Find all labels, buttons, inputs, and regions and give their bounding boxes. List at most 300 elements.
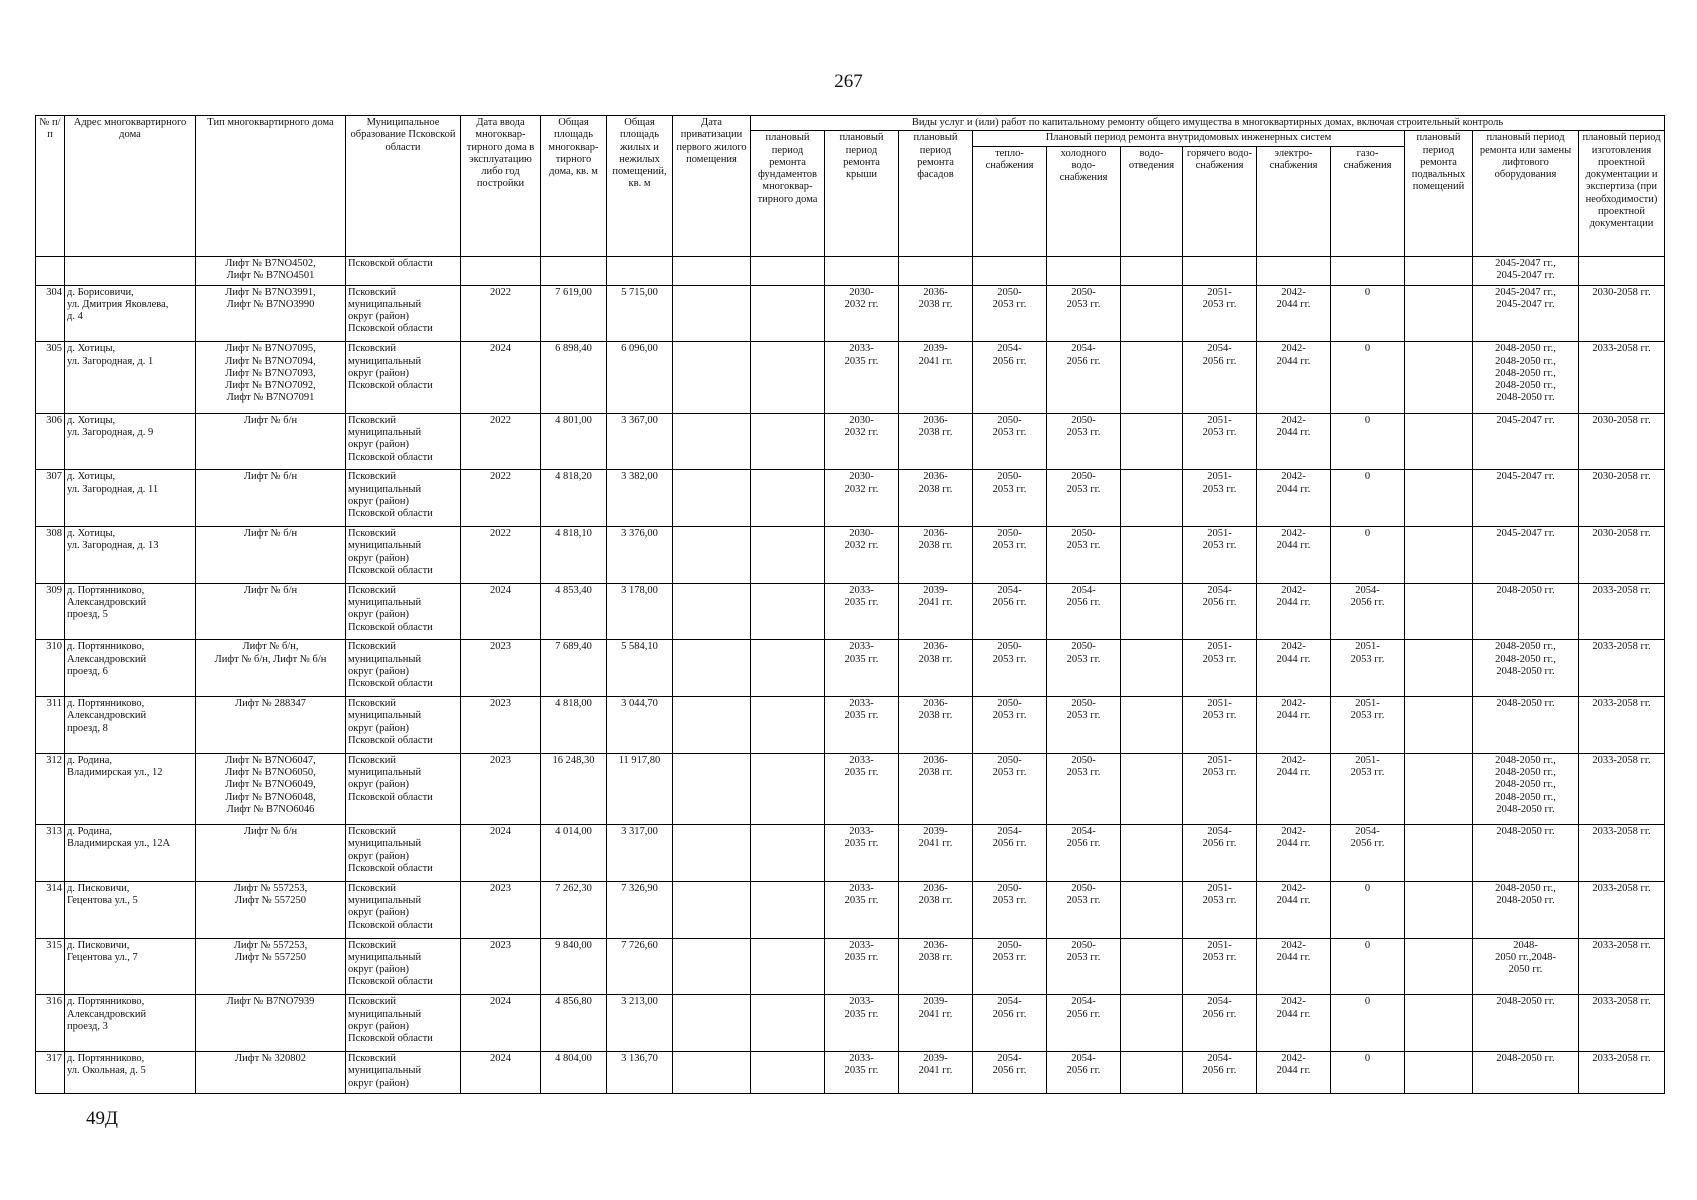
cell-drainage xyxy=(1121,881,1183,938)
cell-cold-water: 2050- 2053 гг. xyxy=(1047,881,1121,938)
cell-address: д. Писковичи, Гецентова ул., 7 xyxy=(65,938,196,995)
cell-hot-water: 2051- 2053 гг. xyxy=(1183,527,1257,584)
cell-hot-water: 2054- 2056 гг. xyxy=(1183,825,1257,882)
cell-facade: 2039- 2041 гг. xyxy=(899,342,973,413)
cell-year: 2022 xyxy=(461,413,541,470)
cell-heat: 2050- 2053 гг. xyxy=(973,938,1047,995)
cell-municipality: Псковский муниципальный округ (район) Псковской области xyxy=(346,753,461,824)
cell-basement xyxy=(1405,1051,1473,1093)
cell-foundation xyxy=(751,753,825,824)
cell-num: 310 xyxy=(36,640,65,697)
cell-facade xyxy=(899,256,973,285)
cell-foundation xyxy=(751,938,825,995)
cell-electric: 2042- 2044 гг. xyxy=(1257,285,1331,342)
table-row xyxy=(36,470,1665,527)
cell-num: 304 xyxy=(36,285,65,342)
cell-privatization xyxy=(673,825,751,882)
cell-hot-water: 2054- 2056 гг. xyxy=(1183,342,1257,413)
cell-drainage xyxy=(1121,938,1183,995)
cell-electric: 2042- 2044 гг. xyxy=(1257,583,1331,640)
cell-gas: 0 xyxy=(1331,995,1405,1052)
cell-basement xyxy=(1405,825,1473,882)
header-basement: плановый период ремонта подвальных помещений xyxy=(1405,131,1473,256)
cell-electric: 2042- 2044 гг. xyxy=(1257,527,1331,584)
cell-heat: 2050- 2053 гг. xyxy=(973,697,1047,754)
header-works-group: Виды услуг и (или) работ по капитальному ремонту общего имущества в многоквартирных домах, включая строительный контроль xyxy=(751,116,1665,131)
header-privatization-date: Дата приватизации первого жилого помещения xyxy=(673,116,751,257)
cell-design: 2033-2058 гг. xyxy=(1579,697,1665,754)
header-municipality: Муниципальное образование Псковской области xyxy=(346,116,461,257)
cell-facade: 2036- 2038 гг. xyxy=(899,470,973,527)
cell-year: 2024 xyxy=(461,1051,541,1093)
cell-hot-water: 2051- 2053 гг. xyxy=(1183,697,1257,754)
cell-year: 2022 xyxy=(461,527,541,584)
cell-living-area: 6 096,00 xyxy=(607,342,673,413)
cell-heat xyxy=(973,256,1047,285)
cell-year: 2023 xyxy=(461,697,541,754)
cell-design: 2033-2058 гг. xyxy=(1579,825,1665,882)
cell-num: 313 xyxy=(36,825,65,882)
cell-elevator: 2045-2047 гг., 2045-2047 гг. xyxy=(1473,256,1579,285)
header-address: Адрес многоквартирного дома xyxy=(65,116,196,257)
cell-num: 312 xyxy=(36,753,65,824)
cell-cold-water: 2050- 2053 гг. xyxy=(1047,413,1121,470)
cell-heat: 2050- 2053 гг. xyxy=(973,881,1047,938)
cell-electric: 2042- 2044 гг. xyxy=(1257,697,1331,754)
cell-design: 2033-2058 гг. xyxy=(1579,938,1665,995)
cell-heat: 2050- 2053 гг. xyxy=(973,753,1047,824)
cell-drainage xyxy=(1121,256,1183,285)
cell-drainage xyxy=(1121,285,1183,342)
cell-elevator: 2048-2050 гг., 2048-2050 гг., 2048-2050 гг., 2048-2050 гг., 2048-2050 гг. xyxy=(1473,753,1579,824)
cell-municipality: Псковский муниципальный округ (район) Псковской области xyxy=(346,938,461,995)
cell-basement xyxy=(1405,640,1473,697)
cell-privatization xyxy=(673,583,751,640)
table-row xyxy=(36,413,1665,470)
table-row xyxy=(36,527,1665,584)
cell-facade: 2036- 2038 гг. xyxy=(899,753,973,824)
header-design-docs: плановый период изготовления проектной документации и экспертиза (при необходимости) проектной документации xyxy=(1579,131,1665,256)
cell-design xyxy=(1579,256,1665,285)
cell-foundation xyxy=(751,825,825,882)
cell-num: 314 xyxy=(36,881,65,938)
cell-municipality: Псковский муниципальный округ (район) Псковской области xyxy=(346,342,461,413)
header-foundation: плановый период ремонта фундаментов многоквар-тирного дома xyxy=(751,131,825,256)
cell-heat: 2050- 2053 гг. xyxy=(973,413,1047,470)
cell-address: д. Портянниково, ул. Окольная, д. 5 xyxy=(65,1051,196,1093)
cell-drainage xyxy=(1121,995,1183,1052)
cell-foundation xyxy=(751,881,825,938)
cell-roof: 2030- 2032 гг. xyxy=(825,470,899,527)
cell-foundation xyxy=(751,995,825,1052)
header-gas: газо-снабжения xyxy=(1331,146,1405,256)
cell-type: Лифт № B7NO3991, Лифт № B7NO3990 xyxy=(196,285,346,342)
cell-hot-water: 2051- 2053 гг. xyxy=(1183,938,1257,995)
header-total-area: Общая площадь многоквар-тирного дома, кв. м xyxy=(541,116,607,257)
cell-address: д. Хотицы, ул. Загородная, д. 1 xyxy=(65,342,196,413)
cell-municipality: Псковской области xyxy=(346,256,461,285)
cell-type: Лифт № B7NO4502, Лифт № B7NO4501 xyxy=(196,256,346,285)
cell-year: 2023 xyxy=(461,753,541,824)
cell-total-area: 4 818,00 xyxy=(541,697,607,754)
cell-gas: 0 xyxy=(1331,342,1405,413)
cell-facade: 2036- 2038 гг. xyxy=(899,285,973,342)
cell-type: Лифт № 320802 xyxy=(196,1051,346,1093)
cell-roof xyxy=(825,256,899,285)
cell-roof: 2033- 2035 гг. xyxy=(825,342,899,413)
cell-electric: 2042- 2044 гг. xyxy=(1257,342,1331,413)
cell-living-area: 3 382,00 xyxy=(607,470,673,527)
cell-gas xyxy=(1331,256,1405,285)
cell-facade: 2036- 2038 гг. xyxy=(899,697,973,754)
cell-drainage xyxy=(1121,753,1183,824)
cell-design: 2033-2058 гг. xyxy=(1579,753,1665,824)
cell-privatization xyxy=(673,1051,751,1093)
cell-electric: 2042- 2044 гг. xyxy=(1257,825,1331,882)
table-row xyxy=(36,583,1665,640)
cell-foundation xyxy=(751,413,825,470)
cell-electric: 2042- 2044 гг. xyxy=(1257,470,1331,527)
cell-design: 2033-2058 гг. xyxy=(1579,640,1665,697)
cell-total-area: 7 619,00 xyxy=(541,285,607,342)
cell-total-area: 4 818,20 xyxy=(541,470,607,527)
cell-drainage xyxy=(1121,640,1183,697)
cell-design: 2033-2058 гг. xyxy=(1579,995,1665,1052)
cell-year: 2022 xyxy=(461,285,541,342)
cell-electric: 2042- 2044 гг. xyxy=(1257,881,1331,938)
cell-facade: 2036- 2038 гг. xyxy=(899,938,973,995)
cell-total-area: 6 898,40 xyxy=(541,342,607,413)
cell-municipality: Псковский муниципальный округ (район) Псковской области xyxy=(346,527,461,584)
cell-gas: 0 xyxy=(1331,938,1405,995)
cell-address: д. Хотицы, ул. Загородная, д. 13 xyxy=(65,527,196,584)
cell-cold-water: 2054- 2056 гг. xyxy=(1047,342,1121,413)
cell-cold-water: 2054- 2056 гг. xyxy=(1047,995,1121,1052)
cell-living-area: 5 715,00 xyxy=(607,285,673,342)
cell-total-area: 7 262,30 xyxy=(541,881,607,938)
cell-facade: 2036- 2038 гг. xyxy=(899,640,973,697)
cell-living-area: 11 917,80 xyxy=(607,753,673,824)
cell-address: д. Портянниково, Александровский проезд, 8 xyxy=(65,697,196,754)
cell-living-area: 7 726,60 xyxy=(607,938,673,995)
cell-design: 2030-2058 гг. xyxy=(1579,285,1665,342)
cell-basement xyxy=(1405,995,1473,1052)
cell-foundation xyxy=(751,470,825,527)
cell-living-area: 7 326,90 xyxy=(607,881,673,938)
cell-type: Лифт № 288347 xyxy=(196,697,346,754)
cell-roof: 2033- 2035 гг. xyxy=(825,881,899,938)
cell-drainage xyxy=(1121,825,1183,882)
cell-gas: 2051- 2053 гг. xyxy=(1331,640,1405,697)
cell-municipality: Псковский муниципальный округ (район) Псковской области xyxy=(346,285,461,342)
cell-foundation xyxy=(751,342,825,413)
cell-total-area: 7 689,40 xyxy=(541,640,607,697)
cell-gas: 2054- 2056 гг. xyxy=(1331,825,1405,882)
cell-basement xyxy=(1405,342,1473,413)
cell-heat: 2050- 2053 гг. xyxy=(973,285,1047,342)
header-cold-water: холодного водо-снабжения xyxy=(1047,146,1121,256)
cell-roof: 2033- 2035 гг. xyxy=(825,1051,899,1093)
cell-roof: 2030- 2032 гг. xyxy=(825,285,899,342)
cell-privatization xyxy=(673,256,751,285)
cell-gas: 2051- 2053 гг. xyxy=(1331,753,1405,824)
cell-roof: 2033- 2035 гг. xyxy=(825,753,899,824)
cell-foundation xyxy=(751,285,825,342)
cell-hot-water: 2051- 2053 гг. xyxy=(1183,285,1257,342)
cell-drainage xyxy=(1121,697,1183,754)
cell-hot-water: 2054- 2056 гг. xyxy=(1183,995,1257,1052)
cell-total-area: 4 801,00 xyxy=(541,413,607,470)
cell-elevator: 2045-2047 гг., 2045-2047 гг. xyxy=(1473,285,1579,342)
cell-cold-water: 2050- 2053 гг. xyxy=(1047,527,1121,584)
cell-roof: 2033- 2035 гг. xyxy=(825,640,899,697)
header-electric: электро-снабжения xyxy=(1257,146,1331,256)
cell-num: 317 xyxy=(36,1051,65,1093)
cell-municipality: Псковский муниципальный округ (район) Псковской области xyxy=(346,583,461,640)
cell-privatization xyxy=(673,470,751,527)
cell-type: Лифт № 557253, Лифт № 557250 xyxy=(196,938,346,995)
cell-basement xyxy=(1405,256,1473,285)
cell-heat: 2050- 2053 гг. xyxy=(973,640,1047,697)
cell-drainage xyxy=(1121,342,1183,413)
table-row xyxy=(36,995,1665,1052)
capital-repair-table xyxy=(35,115,1665,1094)
cell-privatization xyxy=(673,753,751,824)
table-row xyxy=(36,825,1665,882)
cell-cold-water: 2054- 2056 гг. xyxy=(1047,825,1121,882)
cell-basement xyxy=(1405,527,1473,584)
cell-electric: 2042- 2044 гг. xyxy=(1257,413,1331,470)
cell-total-area: 4 818,10 xyxy=(541,527,607,584)
cell-address: д. Писковичи, Гецентова ул., 5 xyxy=(65,881,196,938)
cell-roof: 2033- 2035 гг. xyxy=(825,825,899,882)
cell-hot-water: 2054- 2056 гг. xyxy=(1183,583,1257,640)
cell-total-area: 4 804,00 xyxy=(541,1051,607,1093)
table-row xyxy=(36,640,1665,697)
cell-roof: 2033- 2035 гг. xyxy=(825,995,899,1052)
cell-num: 311 xyxy=(36,697,65,754)
cell-facade: 2039- 2041 гг. xyxy=(899,825,973,882)
cell-design: 2033-2058 гг. xyxy=(1579,583,1665,640)
cell-privatization xyxy=(673,527,751,584)
cell-gas: 2054- 2056 гг. xyxy=(1331,583,1405,640)
cell-living-area xyxy=(607,256,673,285)
cell-facade: 2039- 2041 гг. xyxy=(899,1051,973,1093)
table-row xyxy=(36,342,1665,413)
cell-municipality: Псковский муниципальный округ (район) xyxy=(346,1051,461,1093)
cell-basement xyxy=(1405,881,1473,938)
header-commission-date: Дата ввода многоквар-тирного дома в эксплуатацию либо год постройки xyxy=(461,116,541,257)
cell-elevator: 2048- 2050 гг.,2048- 2050 гг. xyxy=(1473,938,1579,995)
cell-roof: 2033- 2035 гг. xyxy=(825,583,899,640)
header-engineering-group: Плановый период ремонта внутридомовых инженерных систем xyxy=(973,131,1405,146)
cell-electric: 2042- 2044 гг. xyxy=(1257,640,1331,697)
cell-drainage xyxy=(1121,470,1183,527)
cell-hot-water: 2051- 2053 гг. xyxy=(1183,413,1257,470)
cell-roof: 2033- 2035 гг. xyxy=(825,697,899,754)
cell-foundation xyxy=(751,1051,825,1093)
cell-cold-water: 2050- 2053 гг. xyxy=(1047,470,1121,527)
cell-foundation xyxy=(751,583,825,640)
cell-elevator: 2048-2050 гг. xyxy=(1473,825,1579,882)
header-facade: плановый период ремонта фасадов xyxy=(899,131,973,256)
cell-electric: 2042- 2044 гг. xyxy=(1257,995,1331,1052)
cell-address: д. Хотицы, ул. Загородная, д. 9 xyxy=(65,413,196,470)
header-drainage: водо-отведения xyxy=(1121,146,1183,256)
cell-gas: 0 xyxy=(1331,413,1405,470)
cell-elevator: 2048-2050 гг. xyxy=(1473,995,1579,1052)
header-hot-water: горячего водо-снабжения xyxy=(1183,146,1257,256)
cell-roof: 2030- 2032 гг. xyxy=(825,413,899,470)
cell-design: 2030-2058 гг. xyxy=(1579,470,1665,527)
cell-hot-water: 2051- 2053 гг. xyxy=(1183,640,1257,697)
cell-electric: 2042- 2044 гг. xyxy=(1257,938,1331,995)
cell-facade: 2036- 2038 гг. xyxy=(899,413,973,470)
cell-living-area: 3 317,00 xyxy=(607,825,673,882)
cell-gas: 0 xyxy=(1331,470,1405,527)
cell-foundation xyxy=(751,697,825,754)
cell-municipality: Псковский муниципальный округ (район) Псковской области xyxy=(346,881,461,938)
cell-heat: 2054- 2056 гг. xyxy=(973,342,1047,413)
cell-year: 2024 xyxy=(461,342,541,413)
cell-municipality: Псковский муниципальный округ (район) Псковской области xyxy=(346,995,461,1052)
cell-cold-water xyxy=(1047,256,1121,285)
cell-hot-water: 2051- 2053 гг. xyxy=(1183,881,1257,938)
header-roof: плановый период ремонта крыши xyxy=(825,131,899,256)
cell-electric: 2042- 2044 гг. xyxy=(1257,753,1331,824)
cell-privatization xyxy=(673,413,751,470)
cell-privatization xyxy=(673,995,751,1052)
cell-basement xyxy=(1405,583,1473,640)
cell-type: Лифт № б/н xyxy=(196,825,346,882)
cell-basement xyxy=(1405,697,1473,754)
cell-roof: 2033- 2035 гг. xyxy=(825,938,899,995)
cell-gas: 0 xyxy=(1331,527,1405,584)
header-type: Тип многоквартирного дома xyxy=(196,116,346,257)
cell-total-area: 9 840,00 xyxy=(541,938,607,995)
cell-type: Лифт № B7NO7095, Лифт № B7NO7094, Лифт № B7NO7093, Лифт № B7NO7092, Лифт № B7NO7091 xyxy=(196,342,346,413)
cell-municipality: Псковский муниципальный округ (район) Псковской области xyxy=(346,825,461,882)
cell-heat: 2050- 2053 гг. xyxy=(973,470,1047,527)
table-row xyxy=(36,1051,1665,1093)
footer-code: 49Д xyxy=(86,1108,118,1129)
header-elevator: плановый период ремонта или замены лифтового оборудования xyxy=(1473,131,1579,256)
table-row xyxy=(36,753,1665,824)
cell-elevator: 2048-2050 гг. xyxy=(1473,583,1579,640)
table-header xyxy=(36,116,1665,257)
cell-gas: 2051- 2053 гг. xyxy=(1331,697,1405,754)
cell-year: 2022 xyxy=(461,470,541,527)
cell-cold-water: 2054- 2056 гг. xyxy=(1047,1051,1121,1093)
cell-year: 2023 xyxy=(461,938,541,995)
cell-heat: 2050- 2053 гг. xyxy=(973,527,1047,584)
cell-elevator: 2045-2047 гг. xyxy=(1473,470,1579,527)
cell-living-area: 3 044,70 xyxy=(607,697,673,754)
cell-elevator: 2048-2050 гг., 2048-2050 гг., 2048-2050 гг. xyxy=(1473,640,1579,697)
cell-cold-water: 2050- 2053 гг. xyxy=(1047,938,1121,995)
cell-year xyxy=(461,256,541,285)
table-row xyxy=(36,256,1665,285)
cell-design: 2033-2058 гг. xyxy=(1579,881,1665,938)
cell-basement xyxy=(1405,413,1473,470)
cell-hot-water: 2054- 2056 гг. xyxy=(1183,1051,1257,1093)
cell-heat: 2054- 2056 гг. xyxy=(973,583,1047,640)
cell-elevator: 2048-2050 гг. xyxy=(1473,697,1579,754)
cell-year: 2023 xyxy=(461,640,541,697)
cell-drainage xyxy=(1121,413,1183,470)
cell-living-area: 3 178,00 xyxy=(607,583,673,640)
cell-gas: 0 xyxy=(1331,285,1405,342)
cell-year: 2024 xyxy=(461,825,541,882)
cell-privatization xyxy=(673,697,751,754)
cell-num: 316 xyxy=(36,995,65,1052)
cell-total-area: 4 853,40 xyxy=(541,583,607,640)
cell-drainage xyxy=(1121,583,1183,640)
cell-privatization xyxy=(673,640,751,697)
cell-num: 307 xyxy=(36,470,65,527)
cell-year: 2023 xyxy=(461,881,541,938)
cell-type: Лифт № B7NO6047, Лифт № B7NO6050, Лифт № B7NO6049, Лифт № B7NO6048, Лифт № B7NO6046 xyxy=(196,753,346,824)
cell-basement xyxy=(1405,753,1473,824)
cell-total-area: 4 014,00 xyxy=(541,825,607,882)
header-num: № п/п xyxy=(36,116,65,257)
cell-address: д. Портянниково, Александровский проезд, 6 xyxy=(65,640,196,697)
cell-cold-water: 2050- 2053 гг. xyxy=(1047,697,1121,754)
cell-facade: 2039- 2041 гг. xyxy=(899,995,973,1052)
cell-type: Лифт № б/н xyxy=(196,527,346,584)
cell-total-area: 16 248,30 xyxy=(541,753,607,824)
cell-elevator: 2048-2050 гг., 2048-2050 гг., 2048-2050 гг., 2048-2050 гг., 2048-2050 гг. xyxy=(1473,342,1579,413)
cell-design: 2030-2058 гг. xyxy=(1579,413,1665,470)
cell-basement xyxy=(1405,285,1473,342)
cell-heat: 2054- 2056 гг. xyxy=(973,995,1047,1052)
cell-address xyxy=(65,256,196,285)
header-heat: тепло-снабжения xyxy=(973,146,1047,256)
cell-type: Лифт № B7NO7939 xyxy=(196,995,346,1052)
cell-privatization xyxy=(673,938,751,995)
cell-num: 309 xyxy=(36,583,65,640)
cell-gas: 0 xyxy=(1331,881,1405,938)
cell-year: 2024 xyxy=(461,995,541,1052)
cell-gas: 0 xyxy=(1331,1051,1405,1093)
cell-year: 2024 xyxy=(461,583,541,640)
cell-hot-water xyxy=(1183,256,1257,285)
cell-living-area: 5 584,10 xyxy=(607,640,673,697)
cell-hot-water: 2051- 2053 гг. xyxy=(1183,753,1257,824)
cell-elevator: 2048-2050 гг., 2048-2050 гг. xyxy=(1473,881,1579,938)
cell-living-area: 3 367,00 xyxy=(607,413,673,470)
cell-type: Лифт № б/н xyxy=(196,583,346,640)
cell-municipality: Псковский муниципальный округ (район) Псковской области xyxy=(346,697,461,754)
cell-address: д. Хотицы, ул. Загородная, д. 11 xyxy=(65,470,196,527)
cell-roof: 2030- 2032 гг. xyxy=(825,527,899,584)
cell-foundation xyxy=(751,256,825,285)
cell-facade: 2036- 2038 гг. xyxy=(899,527,973,584)
cell-heat: 2054- 2056 гг. xyxy=(973,1051,1047,1093)
cell-basement xyxy=(1405,470,1473,527)
cell-design: 2033-2058 гг. xyxy=(1579,1051,1665,1093)
cell-elevator: 2048-2050 гг. xyxy=(1473,1051,1579,1093)
table-row xyxy=(36,697,1665,754)
header-living-area: Общая площадь жилых и нежилых помещений, кв. м xyxy=(607,116,673,257)
cell-elevator: 2045-2047 гг. xyxy=(1473,413,1579,470)
cell-total-area: 4 856,80 xyxy=(541,995,607,1052)
cell-num: 306 xyxy=(36,413,65,470)
cell-cold-water: 2050- 2053 гг. xyxy=(1047,640,1121,697)
cell-municipality: Псковский муниципальный округ (район) Псковской области xyxy=(346,640,461,697)
cell-address: д. Родина, Владимирская ул., 12А xyxy=(65,825,196,882)
cell-type: Лифт № б/н xyxy=(196,470,346,527)
